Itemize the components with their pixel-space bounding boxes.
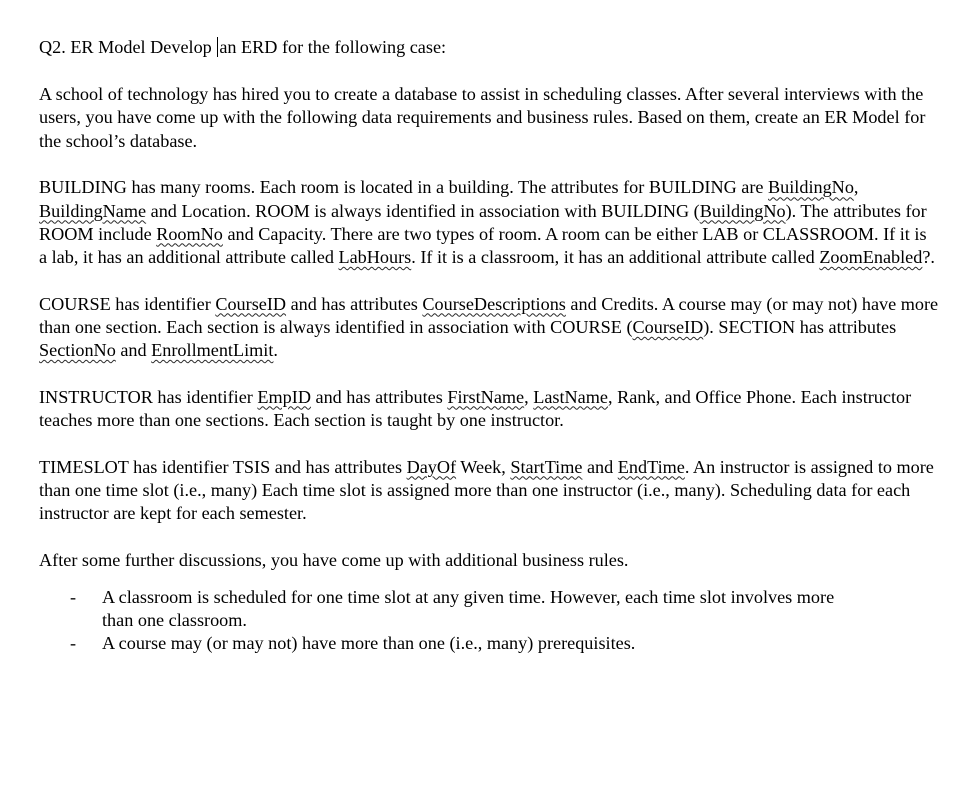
business-rules-list bbox=[39, 586, 939, 656]
heading-text-start: Q2. ER Model Develop bbox=[39, 37, 217, 57]
list-item bbox=[39, 586, 862, 632]
text-run: and Credits. A course may (or may not) have more than one section. Each section is always identified in association with COURSE ( bbox=[39, 293, 939, 337]
text-run: and Location. ROOM is always identified in association with BUILDING ( bbox=[146, 200, 700, 221]
instructor-paragraph bbox=[39, 386, 939, 432]
list-bullet: - bbox=[70, 586, 77, 607]
list-item bbox=[39, 632, 862, 655]
text-run: and Capacity. There are two types of room. A room can be either LAB or CLASSROOM. If it is a lab, it has an additional attribute called bbox=[39, 223, 927, 267]
text-run: Week, bbox=[456, 456, 511, 477]
text-run: . bbox=[273, 340, 278, 361]
text-run: , bbox=[524, 386, 534, 407]
text-run: INSTRUCTOR has identifier bbox=[39, 386, 258, 407]
text-run: ). SECTION has attributes bbox=[703, 316, 897, 337]
additional-rules-intro: After some further discussions, you have come up with additional business rules. bbox=[39, 549, 629, 570]
list-item-text: A course may (or may not) have more than one (i.e., many) prerequisites. bbox=[102, 633, 636, 654]
misspelled-word[interactable]: StartTime bbox=[510, 456, 583, 477]
misspelled-word[interactable]: BuildingName bbox=[39, 200, 147, 221]
misspelled-word[interactable]: EnrollmentLimit bbox=[151, 340, 274, 361]
building-paragraph bbox=[39, 176, 939, 269]
text-run: and has attributes bbox=[286, 293, 423, 314]
text-run: . If it is a classroom, it has an additional attribute called bbox=[411, 246, 820, 267]
heading-text-end: an ERD for the following case: bbox=[219, 37, 447, 57]
question-heading bbox=[39, 36, 939, 59]
misspelled-word[interactable]: EndTime bbox=[617, 456, 685, 477]
text-run: TIMESLOT has identifier TSIS and has attributes bbox=[39, 456, 407, 477]
misspelled-word[interactable]: FirstName bbox=[447, 386, 525, 407]
text-run: ). The attributes for ROOM include bbox=[39, 200, 927, 244]
intro-paragraph: A school of technology has hired you to create a database to assist in scheduling classes. After several interviews with the users, you have come up with the following data requirements and business rules. Based on them, create an ER Model for the school’s database. bbox=[39, 84, 926, 151]
text-run: , bbox=[853, 177, 859, 198]
misspelled-word[interactable]: CourseDescriptions bbox=[422, 293, 566, 314]
text-run: and bbox=[582, 456, 618, 477]
misspelled-word[interactable]: SectionNo bbox=[39, 340, 116, 361]
misspelled-word[interactable]: LastName bbox=[533, 386, 608, 407]
misspelled-word[interactable]: BuildingNo bbox=[699, 200, 786, 221]
text-run: COURSE has identifier bbox=[39, 293, 216, 314]
misspelled-word[interactable]: EmpID bbox=[257, 386, 311, 407]
misspelled-word[interactable]: ZoomEnabled bbox=[819, 246, 923, 267]
text-run: and has attributes bbox=[310, 386, 448, 407]
misspelled-word[interactable]: LabHours bbox=[338, 246, 412, 267]
misspelled-word[interactable]: CourseID bbox=[215, 293, 287, 314]
course-paragraph bbox=[39, 293, 939, 363]
text-run: , Rank, and Office Phone. Each instructor teaches more than one sections. Each section is taught by one instructor. bbox=[39, 386, 912, 430]
text-run: ?. bbox=[922, 246, 935, 267]
text-run: . An instructor is assigned to more than one time slot (i.e., many) Each time slot is assigned more than one instructor (i.e., many). Scheduling data for each instructor are kept for each semester. bbox=[39, 456, 934, 524]
document-page[interactable] bbox=[39, 36, 939, 656]
misspelled-word[interactable]: CourseID bbox=[632, 316, 704, 337]
misspelled-word[interactable]: DayOf bbox=[406, 456, 457, 477]
timeslot-paragraph bbox=[39, 456, 939, 526]
text-run: and bbox=[115, 340, 152, 361]
misspelled-word[interactable]: RoomNo bbox=[156, 223, 223, 244]
misspelled-word[interactable]: BuildingNo bbox=[768, 177, 854, 198]
list-item-text: A classroom is scheduled for one time slot at any given time. However, each time slot involves more than one classroom. bbox=[102, 586, 835, 631]
text-run: BUILDING has many rooms. Each room is located in a building. The attributes for BUILDING are bbox=[39, 177, 769, 198]
list-bullet: - bbox=[70, 633, 77, 654]
